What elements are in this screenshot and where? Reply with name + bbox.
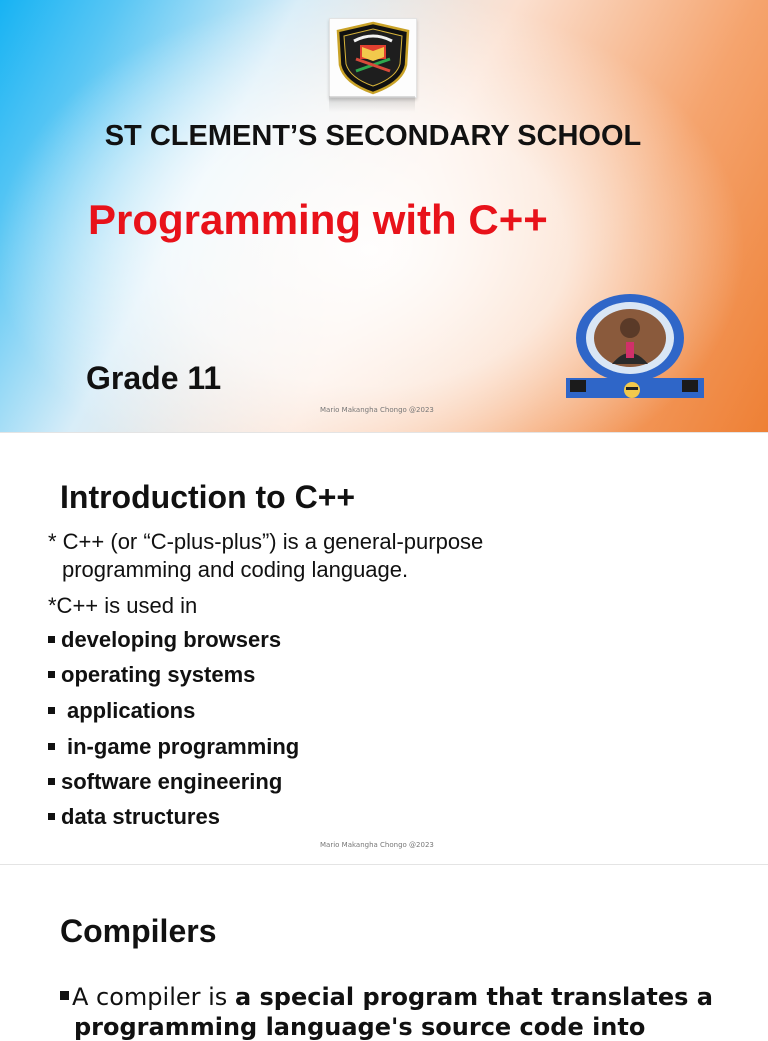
crest-reflection bbox=[329, 96, 415, 112]
list-item-label: software engineering bbox=[61, 769, 283, 794]
bullet-square-icon bbox=[48, 813, 55, 820]
compiler-definition-line-2 bbox=[74, 1013, 645, 1041]
grade-label: Grade 11 bbox=[86, 360, 222, 396]
list-item-label: in-game programming bbox=[67, 734, 300, 759]
list-item bbox=[48, 698, 195, 724]
bullet-square-icon bbox=[60, 991, 69, 1000]
list-item bbox=[48, 627, 281, 653]
definition-plain-text: A compiler is bbox=[72, 983, 235, 1011]
list-item bbox=[48, 769, 282, 795]
school-name: ST CLEMENT’S SECONDARY SCHOOL bbox=[104, 120, 642, 152]
bullet-square-icon bbox=[48, 636, 55, 643]
bullet-square-icon bbox=[48, 707, 55, 714]
used-in-line: *C++ is used in bbox=[48, 593, 198, 618]
list-item bbox=[48, 662, 255, 688]
list-item-label: applications bbox=[67, 698, 196, 723]
slide-credit: Mario Makangha Chongo @2023 bbox=[320, 406, 434, 414]
course-title: Programming with C++ bbox=[88, 196, 548, 243]
intro-line-2: programming and coding language. bbox=[62, 557, 409, 582]
definition-bold-text: programming language's source code into bbox=[74, 1013, 646, 1041]
bullet-square-icon bbox=[48, 743, 55, 750]
title-slide bbox=[0, 0, 768, 432]
school-crest-logo bbox=[329, 18, 417, 98]
intro-slide bbox=[0, 432, 768, 865]
definition-bold-text: a special program that translates a bbox=[234, 983, 714, 1011]
compilers-slide-title: Compilers bbox=[60, 913, 217, 949]
intro-line-1: * C++ (or “C-plus-plus”) is a general-purpose bbox=[48, 529, 484, 554]
computer-club-logo bbox=[562, 292, 708, 404]
list-item bbox=[48, 804, 220, 830]
list-item-label: developing browsers bbox=[61, 627, 282, 652]
bullet-square-icon bbox=[48, 778, 55, 785]
list-item-label: data structures bbox=[61, 804, 220, 829]
intro-slide-title: Introduction to C++ bbox=[60, 479, 356, 515]
compiler-definition-line-1 bbox=[60, 983, 713, 1011]
bullet-square-icon bbox=[48, 671, 55, 678]
list-item bbox=[48, 734, 299, 760]
slide-credit: Mario Makangha Chongo @2023 bbox=[320, 841, 434, 849]
compilers-slide bbox=[0, 864, 768, 1041]
list-item-label: operating systems bbox=[61, 662, 256, 687]
